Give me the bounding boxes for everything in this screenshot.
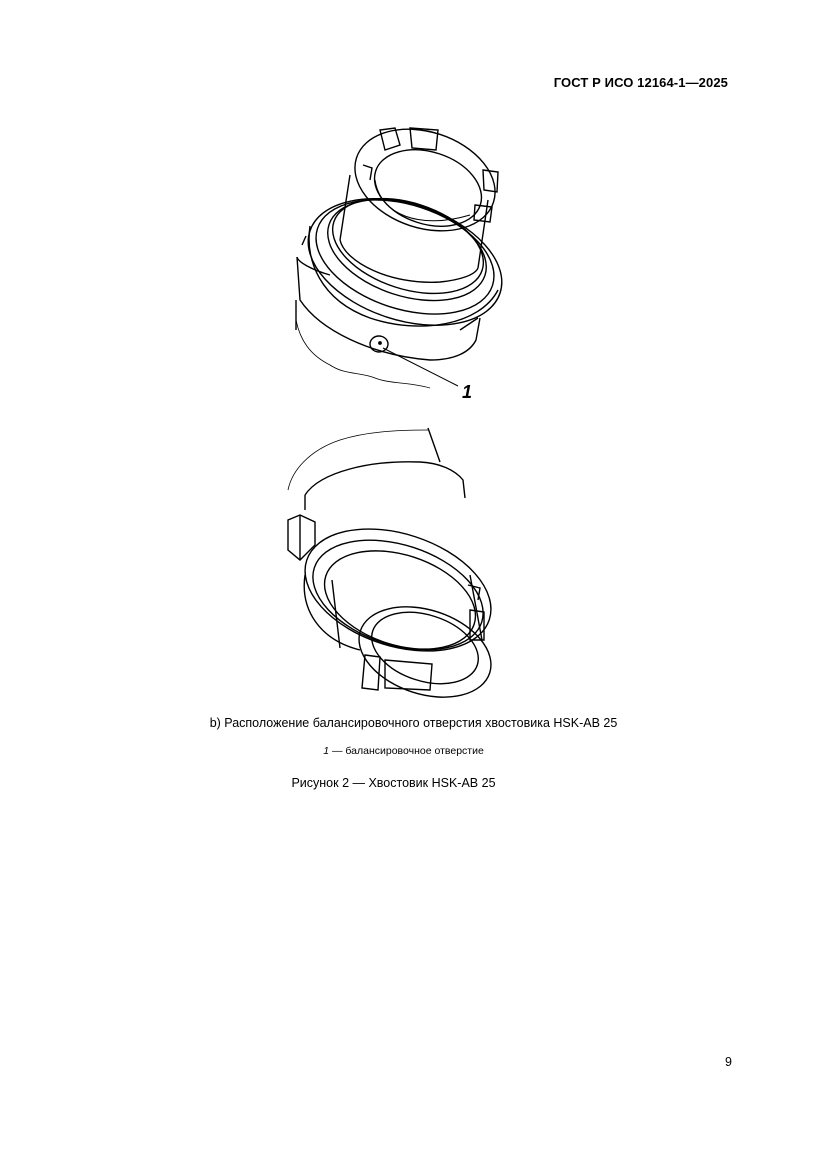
figure-legend [0,745,817,757]
legend-number: 1 [323,745,330,757]
lower-shank-drawing [288,428,507,713]
callout-number-1: 1 [462,382,473,402]
upper-shank-drawing [292,112,518,388]
page-number: 9 [725,1055,732,1069]
legend-text: — балансировочное отверстие [329,745,484,757]
figure-caption: Рисунок 2 — Хвостовик HSK-AB 25 [291,776,496,790]
document-standard-id: ГОСТ Р ИСО 12164-1—2025 [553,75,728,90]
figure-subcaption: b) Расположение балансировочного отверстия хвостовика HSK-AB 25 [209,716,618,730]
callout-leader-line [383,348,458,386]
